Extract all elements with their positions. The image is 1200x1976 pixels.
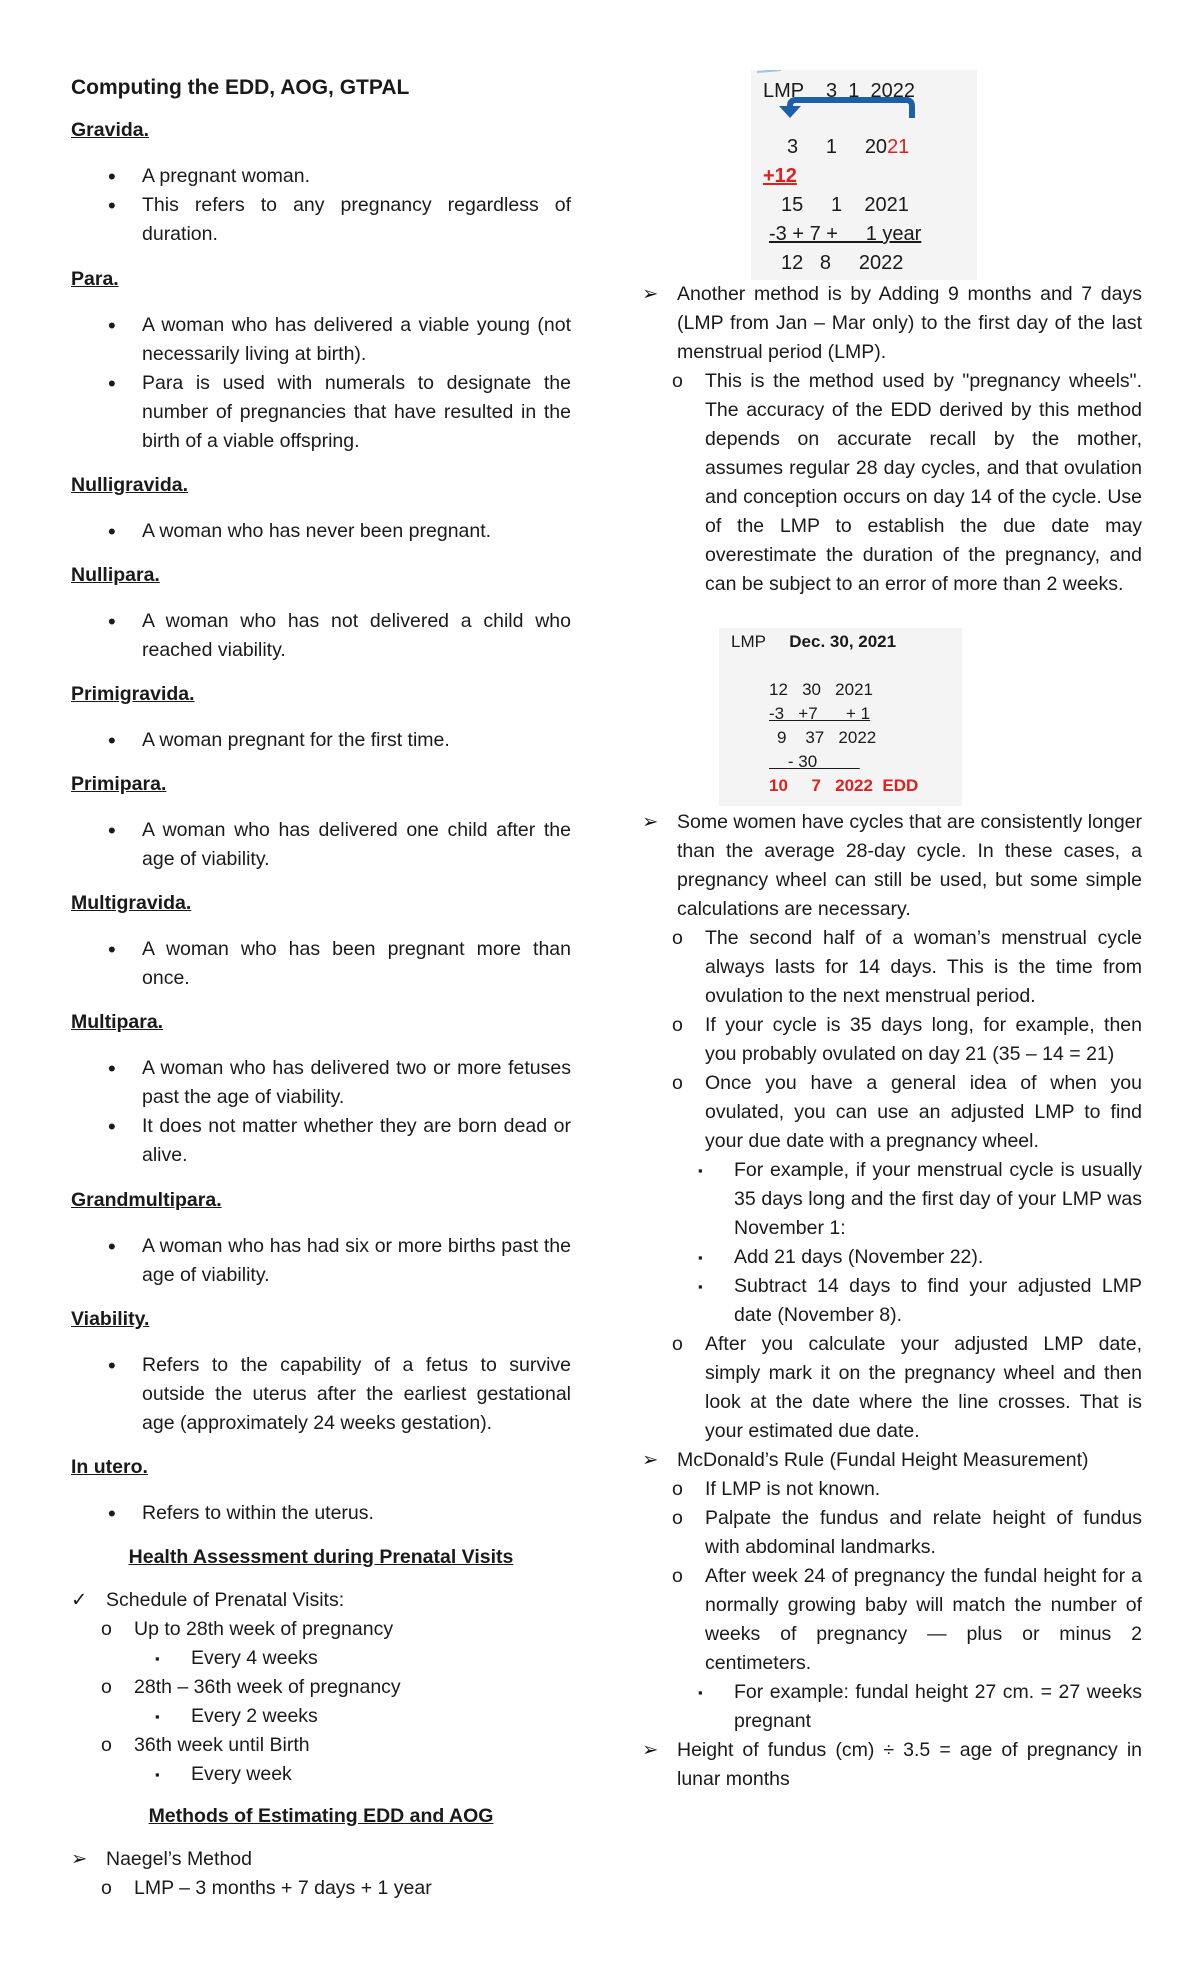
arrow-bullet-icon: ➢ [642,1739,659,1761]
list-item: • Refers to within the uterus. [108,1501,374,1526]
bullet-icon: • [108,1234,116,1259]
list-item: • A woman who has had six or more births past the age of viability. [108,1234,571,1286]
circle-bullet-icon: o [672,1072,683,1094]
definition-nulligravida [71,471,571,546]
square-bullet-icon: ▪ [698,1685,703,1700]
bullet-icon: • [108,818,116,843]
square-bullet-icon: ▪ [155,1651,160,1666]
list-item: ▪ For example: fundal height 27 cm. = 27 weeks pregnant [642,1678,1142,1736]
list-item: • A woman who has delivered two or more fetuses past the age of viability. [108,1056,571,1108]
list-item: ➢ Some women have cycles that are consistently longer than the average 28-day cycle. In these cases, a pregnancy wheel can still be used, but some simple calculations are necessary. [642,808,1142,924]
list-item: ▪ Every 4 weeks [71,1644,571,1673]
calc-row: 3 1 2021 [787,136,910,158]
list-item: o Palpate the fundus and relate height of fundus with abdominal landmarks. [642,1504,1142,1562]
wheel-calculation-example [719,628,962,806]
list-item: o 36th week until Birth [71,1731,571,1760]
term-heading: In utero. [71,1456,148,1478]
bullet-icon: • [108,1056,116,1081]
definition-primigravida [71,680,571,755]
circle-bullet-icon: o [101,1877,112,1899]
calc-lmp-row: LMP Dec. 30, 2021 [731,632,897,651]
circle-bullet-icon: o [672,1333,683,1355]
bullet-icon: • [108,1501,116,1526]
circle-bullet-icon: o [101,1734,112,1756]
list-item: o This is the method used by "pregnancy wheels". The accuracy of the EDD derived by this method depends on accurate recall by the mother, assumes regular 28 day cycles, and that ovulation and conception occurs on day 14 of the cycle. Use of the LMP to establish the due date may overestimate the duration of the pregnancy, and can be subject to an error of more than 2 weeks. [642,367,1142,599]
calc-row-result: 12 8 2022 [781,252,904,274]
term-heading: Primigravida. [71,683,195,705]
bullet-icon: • [108,728,116,753]
term-heading: Gravida. [71,119,150,141]
circle-bullet-icon: o [672,1478,683,1500]
section-heading-methods: Methods of Estimating EDD and AOG [148,1805,494,1827]
list-item: ▪ For example, if your menstrual cycle is usually 35 days long and the first day of your LMP was November 1: [642,1156,1142,1243]
term-heading: Primipara. [71,773,167,795]
list-item: o After week 24 of pregnancy the fundal height for a normally growing baby will match the number of weeks of pregnancy — plus or minus 2 centimeters. [642,1562,1142,1678]
list-item: ▪ Subtract 14 days to find your adjusted LMP date (November 8). [642,1272,1142,1330]
list-item: • A woman who has never been pregnant. [108,519,492,544]
list-item: o Once you have a general idea of when you ovulated, you can use an adjusted LMP to find your due date with a pregnancy wheel. [642,1069,1142,1156]
calc-row: 9 37 2022 [777,728,877,747]
arrow-bullet-icon: ➢ [642,1449,659,1471]
arrow-bullet-icon: ➢ [71,1848,88,1870]
list-item: o After you calculate your adjusted LMP date, simply mark it on the pregnancy wheel and then look at the date where the line crosses. That is your estimated due date. [642,1330,1142,1446]
list-item: o If your cycle is 35 days long, for example, then you probably ovulated on day 21 (35 – 14 = 21) [642,1011,1142,1069]
term-heading: Multipara. [71,1011,164,1033]
list-item: • A woman who has not delivered a child who reached viability. [108,609,571,661]
list-item: • A woman who has been pregnant more than once. [108,937,571,989]
calc-row: 15 1 2021 [781,194,909,216]
longer-cycles-section [642,808,1142,1794]
circle-bullet-icon: o [101,1618,112,1640]
circle-bullet-icon: o [672,1014,683,1036]
calc-row-result: 10 7 2022 EDD [769,776,919,795]
bullet-icon: • [108,371,116,396]
list-item: • Para is used with numerals to designate the number of pregnancies that have resulted in the birth of a viable offspring. [108,371,571,452]
definition-grandmultipara [71,1186,571,1290]
definition-in-utero [71,1453,571,1528]
list-item: • This refers to any pregnancy regardless of duration. [108,193,571,245]
list-item: ➢ Naegel’s Method [71,1845,571,1874]
arrow-bullet-icon: ➢ [642,811,659,833]
term-heading: Grandmultipara. [71,1189,222,1211]
square-bullet-icon: ▪ [698,1279,703,1294]
circle-bullet-icon: o [672,1565,683,1587]
page-title: Computing the EDD, AOG, GTPAL [71,76,410,99]
list-item: • Refers to the capability of a fetus to survive outside the uterus after the earliest gestational age (approximately 24 weeks gestation). [108,1353,571,1434]
arrow-bullet-icon: ➢ [642,283,659,305]
prenatal-schedule [71,1586,571,1789]
definition-multigravida [71,889,571,993]
calc-lmp-row: LMP 3 1 2022 [763,80,915,102]
square-bullet-icon: ▪ [155,1767,160,1782]
circle-bullet-icon: o [672,927,683,949]
definition-gravida [71,116,571,249]
list-item: • A woman who has delivered one child after the age of viability. [108,818,571,870]
term-heading: Multigravida. [71,892,192,914]
term-heading: Para. [71,268,119,290]
naegel-calculation-example [751,70,977,280]
definition-multipara [71,1008,571,1170]
calc-row: - 30 [787,752,818,771]
list-item: o If LMP is not known. [642,1475,1142,1504]
list-item: o Up to 28th week of pregnancy [71,1615,571,1644]
calc-row: -3 + 7 + 1 year [769,223,922,245]
list-item: • It does not matter whether they are born dead or alive. [108,1114,571,1166]
circle-bullet-icon: o [101,1676,112,1698]
bullet-icon: • [108,313,116,338]
term-heading: Nulligravida. [71,474,189,496]
list-item: • A woman pregnant for the first time. [108,728,450,753]
bullet-icon: • [108,519,116,544]
calc-row: 12 30 2021 [769,680,873,699]
term-heading: Viability. [71,1308,150,1330]
list-item: ▪ Add 21 days (November 22). [642,1243,1142,1272]
list-item: ➢ Another method is by Adding 9 months and 7 days (LMP from Jan – Mar only) to the first day of the last menstrual period (LMP). [642,280,1142,367]
list-item: ➢ McDonald’s Rule (Fundal Height Measurement) [642,1446,1142,1475]
bullet-icon: • [108,193,116,218]
definition-para [71,265,571,456]
checkmark-icon: ✓ [71,1589,88,1611]
list-item: o The second half of a woman’s menstrual cycle always lasts for 14 days. This is the time from ovulation to the next menstrual period. [642,924,1142,1011]
definition-nullipara [71,561,571,665]
circle-bullet-icon: o [672,370,683,392]
list-item: o LMP – 3 months + 7 days + 1 year [71,1874,571,1903]
term-heading: Nullipara. [71,564,160,586]
naegel-method [71,1845,571,1903]
bullet-icon: • [108,164,116,189]
another-method-section [642,280,1142,599]
square-bullet-icon: ▪ [698,1163,703,1178]
bullet-icon: • [108,937,116,962]
bullet-icon: • [108,1114,116,1139]
list-item: • A pregnant woman. [108,164,311,189]
list-item: ➢ Height of fundus (cm) ÷ 3.5 = age of pregnancy in lunar months [642,1736,1142,1794]
circle-bullet-icon: o [672,1507,683,1529]
calc-row-add: +12 [763,165,797,187]
calc-row: -3 +7 + 1 [769,704,871,723]
list-item: • A woman who has delivered a viable young (not necessarily living at birth). [108,313,571,365]
bullet-icon: • [108,1353,116,1378]
definition-viability [71,1305,571,1438]
square-bullet-icon: ▪ [155,1709,160,1724]
list-item: ✓ Schedule of Prenatal Visits: [71,1586,571,1615]
section-heading-health-assessment: Health Assessment during Prenatal Visits [128,1546,514,1568]
bullet-icon: • [108,609,116,634]
list-item: o 28th – 36th week of pregnancy [71,1673,571,1702]
list-item: ▪ Every 2 weeks [71,1702,571,1731]
definition-primipara [71,770,571,874]
square-bullet-icon: ▪ [698,1250,703,1265]
list-item: ▪ Every week [71,1760,571,1789]
